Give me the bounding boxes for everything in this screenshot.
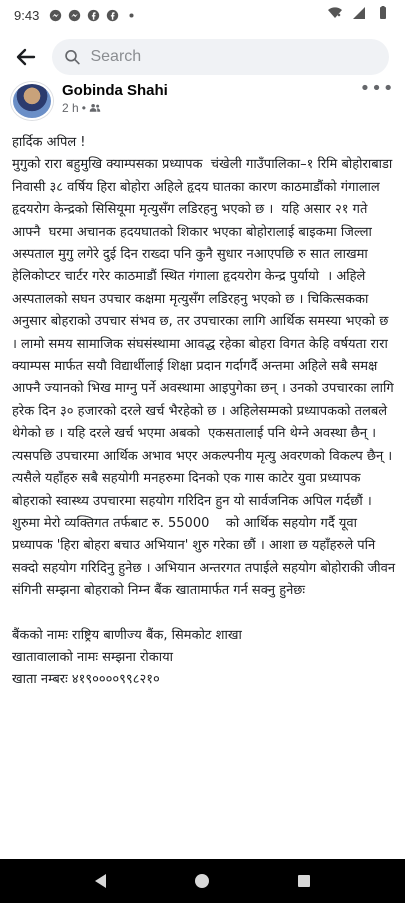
post-header (0, 78, 405, 122)
bank-name-line: बैंकको नामः राष्ट्रिय बाणीज्य बैंक, सिमकोट शाखा (12, 627, 242, 643)
nav-recents-button[interactable] (290, 867, 318, 895)
system-nav-bar (0, 859, 405, 903)
post-author[interactable]: Gobinda Shahi (62, 82, 168, 99)
back-triangle-icon (92, 872, 110, 890)
search-icon (64, 48, 80, 66)
home-circle-icon (193, 872, 211, 890)
account-number-line: खाता नम्बरः ४१९००००९९८२१० (12, 672, 160, 688)
facebook-icon (106, 9, 119, 22)
post-text: हार्दिक अपिल ! मुगुको रारा बहुमुखि क्याम्पसका प्रध्यापक चंखेली गाउँपालिका–१ रिमि बोहोराबाडा निवासी ३८ वर्षिय हिरा बोहोरा अहिले हृदय घातका कारण काठमाडौंको गंगालाल हृदयरोग केन्द्रको सिसियूमा मृत्युसँग लडिरहनु भएको छ । यहि असार २१ गते आफ्नै घरमा अचानक हदयघातको शिकार भएका बोहोरालाई बाइकमा जिल्ला अस्पताल मुगु लगेरे दुई दिन राख्दा पनि कुनै सुधार नआएपछि रु सात लाखमा हेलिकोप्टर चार्टर गरेर काठमाडौं स्थित गंगाला हृदयरोग केन्द्र पुर्यायो । अहिले अस्पतालको सघन उपचार कक्षमा मृत्युसँग लडिरहनु भएको छ । चिकित्सकका अनुसार बोहराको उपचार संभव छ, तर उपचारका लागि आर्थिक समस्या भएको छ । लामो समय सामाजिक संघसंस्थामा आवद्ध रहेका बोहरा विगत केहि वर्षयता रारा क्याम्पस मार्फत सयौ विद्यार्थीलाई शिक्षा प्रदान गर्दागर्दै अन्तमा अहिले सबै समक्ष आफ्नै ज्यानको भिख माग्नु पर्ने अवस्थामा आइपुगेका छन् । उनको उपचारका लागि हरेक दिन ३० हजारको दरले खर्च भैरहेको छ । अहिलेसम्मको प्रध्यापकको तलबले थेगेको छ । यहि दरले खर्च भएमा अबको एकसतालाई पनि थेग्ने अवस्था छैन् । त्यसपछि उपचारमा आर्थिक अभाव भएर अकल्पनीय मृत्यु अवरणको विकल्प छैन् । त्यसैले यहाँहरु सबै सहयोगी मनहरुमा दिनको एक गास काटेर युवा प्रध्यापक बोहराको स्वास्थ्य उपचारमा सहयोग गरिदिन हुन यो सार्वजनिक अपिल गर्दछौं । शुरुमा मेरो व्यक्तिगत तर्फबाट रु. 55000 को आर्थिक सहयोग गर्दै यूवा प्रध्यापक 'हिरा बोहरा बचाउ अभियान' शुरु गरेका छौं । आशा छ यहाँहरुले पनि सक्दो सहयोग गरिदिनु हुनेछ । अभियान अन्तरगत तपाईले सहयोग बोहोराकी जीवन संगिनी सम्झना बोहराको निम्न बैंक खातामार्फत गर्न सक्नु हुनेछः (12, 135, 396, 599)
battery-icon (375, 5, 391, 25)
messenger-icon (49, 9, 62, 22)
post-time[interactable]: 2 h (62, 101, 79, 115)
post-meta (62, 101, 101, 115)
avatar[interactable] (11, 82, 53, 120)
search-header (0, 30, 405, 84)
search-box[interactable] (52, 39, 389, 75)
meta-separator: • (81, 101, 86, 115)
facebook-icon (87, 9, 100, 22)
more-options-button[interactable]: ••• (359, 78, 395, 99)
wifi-icon (327, 5, 343, 25)
nav-back-button[interactable] (87, 867, 115, 895)
bank-details (12, 625, 397, 692)
status-bar (0, 0, 405, 30)
post-body (12, 132, 397, 692)
status-left (14, 8, 138, 23)
back-button[interactable] (10, 41, 42, 73)
recents-square-icon (295, 872, 313, 890)
status-time: 9:43 (14, 7, 40, 23)
dot-icon (125, 9, 138, 22)
status-right (327, 5, 391, 25)
search-input[interactable] (90, 48, 377, 66)
nav-home-button[interactable] (188, 867, 216, 895)
signal-icon (351, 5, 367, 25)
back-arrow-icon (14, 45, 38, 69)
friends-icon (89, 102, 101, 114)
account-holder-line: खातावालाको नामः सम्झना रोकाया (12, 649, 173, 665)
messenger-icon (68, 9, 81, 22)
